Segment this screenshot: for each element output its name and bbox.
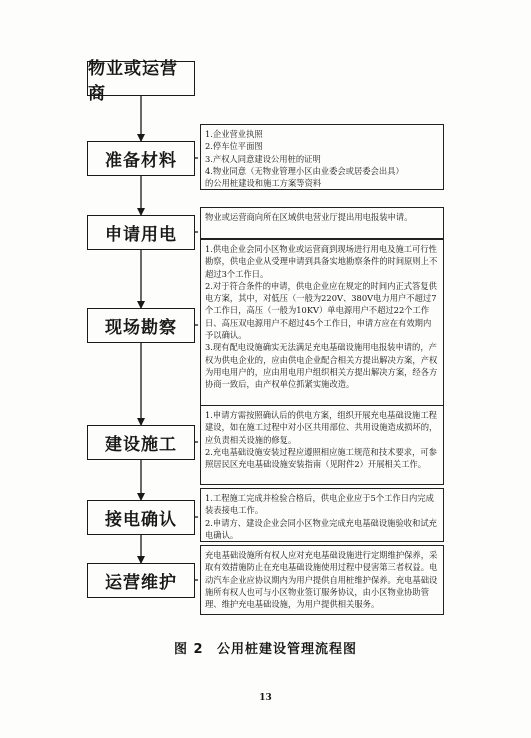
note-line: 的公用桩建设和施工方案等资料: [205, 178, 322, 189]
step-box-property-or-operator: [87, 58, 195, 104]
step-label: 现场勘察: [105, 318, 177, 338]
note-line: 1.工程施工完成并检验合格后，供电企业应于5个工作日内完成装表接电工作。: [205, 493, 434, 516]
figure-number: 图 2: [173, 642, 204, 657]
step-label: 物业或运营商: [88, 58, 178, 104]
step-label: 接电确认: [105, 510, 177, 530]
note-line: 2.申请方、建设企业会同小区物业完成充电基础设施验收和试充电确认。: [205, 517, 437, 540]
step-box-operation-maintenance: [87, 563, 195, 598]
note-box-connection: [200, 488, 444, 542]
note-box-survey: [200, 239, 444, 409]
step-box-prepare-materials: [87, 141, 195, 176]
figure-caption: [0, 638, 531, 657]
step-label: 运营维护: [105, 573, 177, 593]
note-line: 1.申请方需按照确认后的供电方案，组织开展充电基础设施工程建设，如在施工过程中对小区共用部位、共用设施造成损坏的，应负责相关设施的修复。: [205, 410, 438, 445]
note-line: 2.充电基础设施安装过程应遵照相应施工规范和技术要求，可参照居民区充电基础设施安装指南（见附件2）开展相关工作。: [205, 446, 437, 470]
note-line: 2.对于符合条件的申请，供电企业应在规定的时间内正式答复供电方案，其中，对低压（一般为220V、380V电力用户不超过7个工作日，高压（一般为10KV）单电源用户不超过22个工作日、高压双电源用户不超过45个工作日，申请方应在有效期内予以确认。: [205, 280, 437, 341]
note-line: 1.企业营业执照: [205, 129, 263, 139]
step-box-site-survey: [87, 308, 195, 343]
step-box-apply-electricity: [87, 215, 195, 250]
note-line: 2.停车位平面图: [205, 141, 263, 152]
step-label: 申请用电: [105, 225, 177, 245]
note-line: 充电基础设施所有权人应对充电基础设施进行定期维护保养，采取有效措施防止在充电基础设施使用过程中侵害第三者权益。电动汽车企业应协议期内为用户提供自用桩维护保养。充电基础设施所有权人也可与小区物业签订服务协议，由小区物业协助管理、维护充电基础设施，为用户提供相关服务。: [205, 550, 438, 610]
note-box-materials: [200, 124, 444, 190]
figure-title: 公用桩建设管理流程图: [217, 642, 358, 657]
note-line: 1.供电企业会同小区物业或运营商到现场进行用电及施工可行性勘察，供电企业从受理申请到具备实地勘察条件的时间原则上不超过3个工作日。: [205, 244, 438, 279]
step-box-construction: [87, 425, 195, 460]
step-box-power-connection: [87, 500, 195, 535]
note-line: 3.产权人同意建设公用桩的证明: [205, 153, 321, 164]
note-box-maintenance: [200, 545, 444, 615]
step-label: 建设施工: [105, 435, 177, 455]
note-line: 物业或运营商向所在区域供电营业厅提出用电报装申请。: [205, 212, 413, 222]
page-number: 13: [259, 693, 272, 703]
note-box-apply: [200, 207, 444, 239]
note-line: 4.物业同意（无物业管理小区由业委会或居委会出具）: [205, 165, 404, 176]
note-line: 3.现有配电设施确实无法满足充电基础设施用电报装申请的，产权为供电企业的，应由供电企业配合相关方提出解决方案，产权为用电用户的，应由用电用户组织相关方提出解决方案，经各方协商一致后，由产权单位抓紧实施改造。: [205, 342, 438, 390]
note-box-construction: [200, 405, 444, 485]
step-label: 准备材料: [105, 151, 177, 171]
